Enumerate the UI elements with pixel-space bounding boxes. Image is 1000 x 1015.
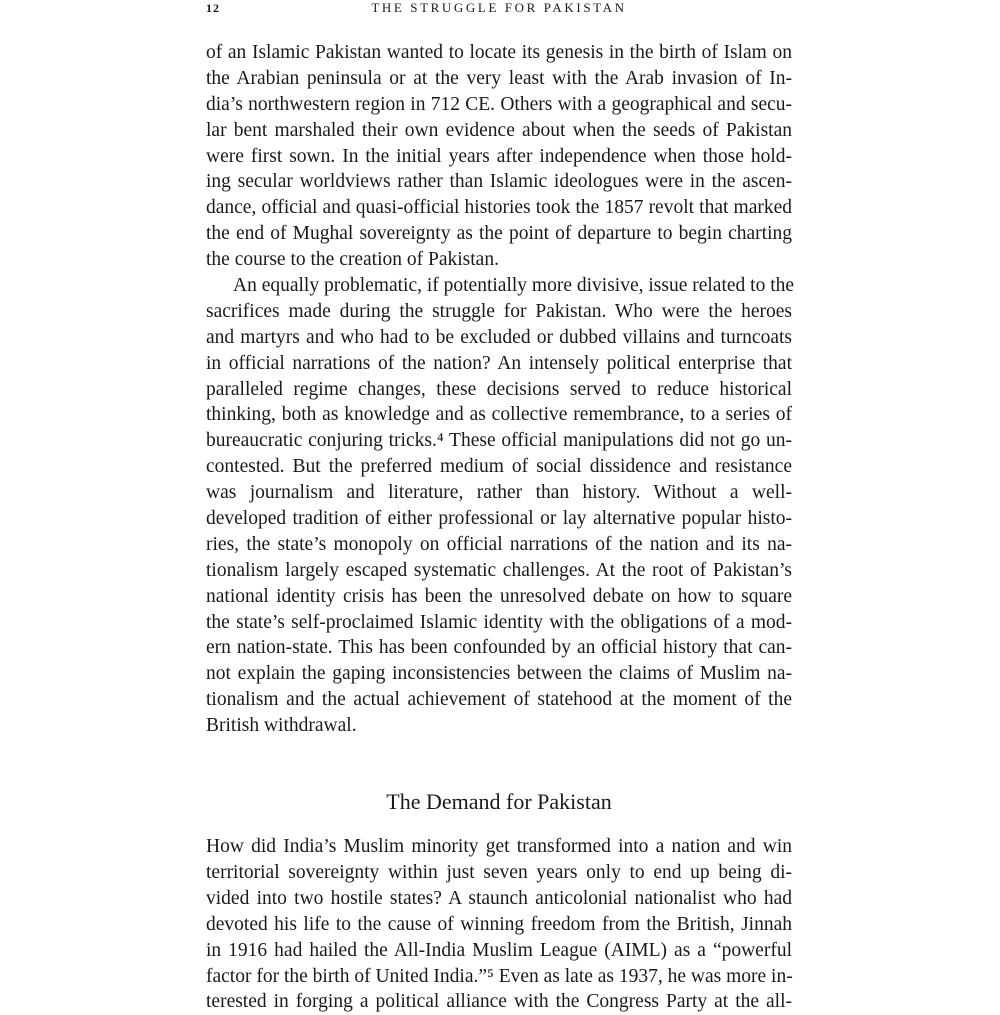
page-number: 12 [206, 1, 220, 15]
running-head-title: THE STRUGGLE FOR PAKISTAN [371, 0, 627, 15]
text-line: lar bent marshaled their own evidence about when the seeds of Pakistan [206, 119, 792, 141]
text-line: bureaucratic conjuring tricks.⁴ These official manipulations did not go un- [206, 430, 792, 452]
paragraph-2 [206, 273, 795, 739]
section-heading: The Demand for Pakistan [386, 789, 612, 815]
text-line: were first sown. In the initial years after independence when those hold- [206, 145, 792, 167]
text-line: ing secular worldviews rather than Islamic ideologues were in the ascen- [206, 171, 792, 193]
text-line: thinking, both as knowledge and as collective remembrance, to a series of [206, 404, 792, 426]
text-line: sacrifices made during the struggle for Pakistan. Who were the heroes [206, 300, 792, 322]
text-line: developed tradition of either professional or lay alternative popular histo- [206, 508, 792, 530]
text-line: tionalism and the actual achievement of statehood at the moment of the [206, 689, 792, 711]
text-line: was journalism and literature, rather than history. Without a well- [206, 482, 792, 504]
text-line: contested. But the preferred medium of social dissidence and resistance [206, 456, 792, 478]
text-line: ries, the state’s monopoly on official narrations of the nation and its na- [206, 533, 792, 555]
text-line: factor for the birth of United India.”⁵ Even as late as 1937, he was more in- [206, 965, 793, 987]
text-line: and martyrs and who had to be excluded or dubbed villains and turncoats [206, 326, 792, 348]
text-line: in 1916 had hailed the All-India Muslim League (AIML) as a “powerful [206, 939, 792, 961]
text-line: national identity crisis has been the unresolved debate on how to square [206, 585, 792, 607]
text-line: An equally problematic, if potentially more divisive, issue related to the [233, 275, 795, 297]
section-paragraph-1 [206, 834, 792, 1015]
text-line: the state’s self-proclaimed Islamic identity with the obligations of a mod- [206, 611, 792, 633]
text-line: devoted his life to the cause of winning freedom from the British, Jinnah [206, 913, 792, 935]
text-line: territorial sovereignty within just seven years only to end up being di- [206, 861, 792, 883]
text-line: vided into two hostile states? A staunch anticolonial nationalist who had [206, 887, 792, 909]
running-head [206, 0, 792, 20]
text-line: the course to the creation of Pakistan. [206, 249, 499, 271]
text-line: paralleled regime changes, these decisions served to reduce historical [206, 378, 792, 400]
text-line: in official narrations of the nation? An intensely political enterprise that [206, 352, 792, 374]
text-line: of an Islamic Pakistan wanted to locate its genesis in the birth of Islam on [206, 42, 792, 63]
text-line: not explain the gaping inconsistencies between the claims of Muslim na- [206, 663, 792, 685]
text-line: the end of Mughal sovereignty as the point of departure to begin charting [206, 223, 792, 245]
paragraph-1 [206, 40, 792, 273]
text-line: the Arabian peninsula or at the very least with the Arab invasion of In- [206, 67, 792, 89]
text-line: British withdrawal. [206, 715, 357, 737]
text-line: tionalism largely escaped systematic challenges. At the root of Pakistan’s [206, 559, 792, 581]
page-body [206, 40, 795, 1015]
text-line: How did India’s Muslim minority get transformed into a nation and win [206, 836, 792, 858]
text-line: dance, official and quasi-official histories took the 1857 revolt that marked [206, 197, 792, 219]
text-line: dia’s northwestern region in 712 CE. Others with a geographical and secu- [206, 93, 792, 115]
text-line: ern nation-state. This has been confounded by an official history that can- [206, 637, 792, 659]
text-line: terested in forging a political alliance with the Congress Party at the all- [206, 991, 792, 1013]
